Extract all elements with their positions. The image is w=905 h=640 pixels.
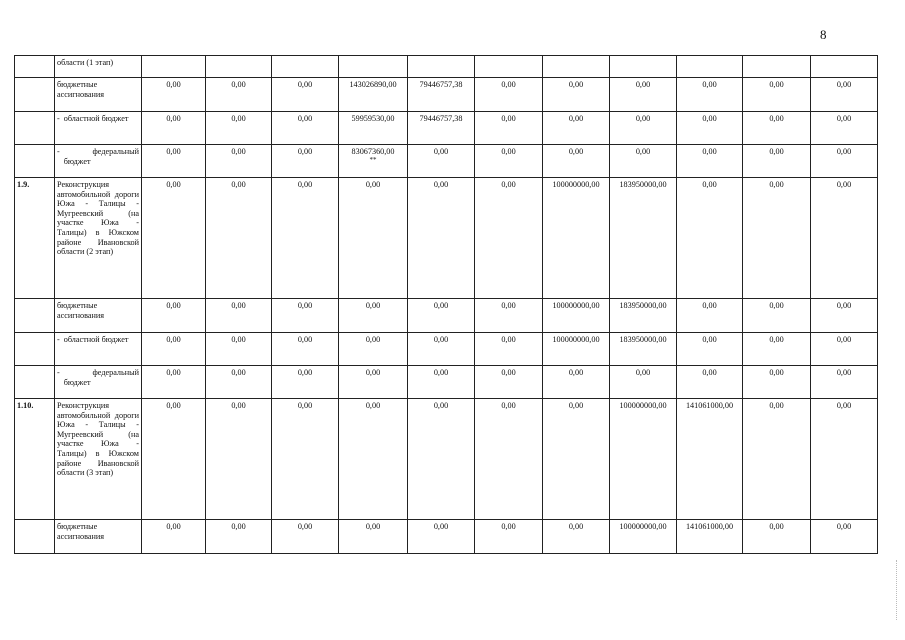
value-cell <box>743 56 811 78</box>
value-text: 0,00 <box>297 147 313 156</box>
value-cell <box>677 333 743 366</box>
value-text: 183950000,00 <box>619 301 667 310</box>
value-cell <box>142 333 206 366</box>
value-text: 0,00 <box>433 180 449 189</box>
row-label-text: областной бюджет <box>63 114 129 123</box>
value-cell <box>408 145 475 178</box>
value-text: 0,00 <box>231 80 246 89</box>
value-text: 0,00 <box>166 335 181 344</box>
row-code <box>15 333 55 366</box>
value-cell <box>543 299 610 333</box>
row-label: бюджетные ассигнования <box>55 78 142 112</box>
value-cell <box>142 299 206 333</box>
value-cell <box>610 112 677 145</box>
value-text: 0,00 <box>635 147 651 156</box>
value-text: 0,00 <box>568 401 584 410</box>
value-text: 0,00 <box>166 114 181 123</box>
value-text: 0,00 <box>365 401 381 410</box>
table-row <box>15 299 878 333</box>
value-cell <box>743 112 811 145</box>
value-cell <box>543 520 610 554</box>
value-cell <box>475 145 543 178</box>
value-cell <box>339 78 408 112</box>
budget-table <box>14 55 878 554</box>
value-text: 0,00 <box>769 522 784 531</box>
value-cell <box>142 399 206 520</box>
value-text: 0,00 <box>166 401 181 410</box>
row-code <box>15 299 55 333</box>
value-cell <box>272 145 339 178</box>
value-text: 0,00 <box>365 522 381 531</box>
value-cell <box>743 399 811 520</box>
value-cell <box>610 333 677 366</box>
value-text: 0,00 <box>836 147 852 156</box>
value-cell <box>811 145 878 178</box>
value-cell <box>610 178 677 299</box>
value-text: 100000000,00 <box>619 522 667 531</box>
value-cell <box>811 56 878 78</box>
value-text: 0,00 <box>231 180 246 189</box>
value-text: 0,00 <box>501 335 516 344</box>
value-text: 0,00 <box>635 80 651 89</box>
value-cell <box>339 399 408 520</box>
value-cell <box>811 78 878 112</box>
value-cell <box>677 56 743 78</box>
value-cell <box>142 366 206 399</box>
value-cell <box>272 333 339 366</box>
value-text: 0,00 <box>365 335 381 344</box>
value-text: 0,00 <box>231 301 246 310</box>
value-cell <box>339 112 408 145</box>
value-text: 0,00 <box>433 335 449 344</box>
value-text: 0,00 <box>297 180 313 189</box>
value-cell <box>142 112 206 145</box>
value-text: 100000000,00 <box>552 301 600 310</box>
value-text: 0,00 <box>433 522 449 531</box>
value-cell <box>743 366 811 399</box>
value-cell <box>610 56 677 78</box>
row-label-text: федеральный бюджет <box>63 147 139 166</box>
value-text: 0,00 <box>702 147 717 156</box>
value-cell <box>543 56 610 78</box>
value-cell <box>475 366 543 399</box>
value-text: 0,00 <box>365 301 381 310</box>
value-cell <box>206 299 272 333</box>
value-text: 0,00 <box>568 114 584 123</box>
row-code <box>15 112 55 145</box>
value-text: 0,00 <box>568 80 584 89</box>
margin-mark <box>892 560 897 620</box>
value-text: 0,00 <box>836 522 852 531</box>
row-label: Реконструкция автомобильной дороги Южа - Талицы - Мугреевский (на участке Южа - Талицы) в Южском районе Ивановской области (2 этап) <box>55 178 142 299</box>
value-text: 100000000,00 <box>619 401 667 410</box>
value-text: 0,00 <box>836 335 852 344</box>
value-cell <box>475 56 543 78</box>
value-text: 0,00 <box>501 401 516 410</box>
value-cell <box>272 520 339 554</box>
row-label <box>55 145 142 178</box>
table-row <box>15 399 878 520</box>
value-text: 0,00 <box>365 368 381 377</box>
value-text: 0,00 <box>166 522 181 531</box>
value-cell <box>339 333 408 366</box>
value-text: 183950000,00 <box>619 180 667 189</box>
value-cell <box>272 112 339 145</box>
value-cell <box>142 178 206 299</box>
value-text: 0,00 <box>231 147 246 156</box>
value-cell <box>339 299 408 333</box>
value-text: 0,00 <box>433 147 449 156</box>
value-text: 0,00 <box>501 301 516 310</box>
value-cell <box>408 112 475 145</box>
value-text: 0,00 <box>166 180 181 189</box>
value-cell <box>408 399 475 520</box>
value-cell <box>610 78 677 112</box>
value-cell <box>272 366 339 399</box>
value-text: 0,00 <box>501 368 516 377</box>
value-text: 0,00 <box>568 368 584 377</box>
value-cell <box>142 520 206 554</box>
row-label-text: областной бюджет <box>63 335 129 344</box>
value-text: 0,00 <box>702 335 717 344</box>
value-text: 0,00 <box>635 114 651 123</box>
value-cell <box>272 299 339 333</box>
value-cell <box>206 78 272 112</box>
value-cell <box>475 112 543 145</box>
value-cell <box>206 520 272 554</box>
value-cell <box>475 520 543 554</box>
value-text: 100000000,00 <box>552 335 600 344</box>
value-cell <box>408 333 475 366</box>
value-cell <box>677 112 743 145</box>
value-cell <box>475 178 543 299</box>
value-text: 0,00 <box>702 114 717 123</box>
value-cell <box>610 145 677 178</box>
value-text: 0,00 <box>769 114 784 123</box>
value-cell <box>811 112 878 145</box>
row-code <box>15 56 55 78</box>
value-text: 0,00 <box>297 522 313 531</box>
value-cell <box>475 78 543 112</box>
value-cell <box>743 178 811 299</box>
value-text: 0,00 <box>702 80 717 89</box>
value-cell <box>543 178 610 299</box>
row-code <box>15 78 55 112</box>
page-number: 8 <box>820 27 827 42</box>
value-cell <box>475 399 543 520</box>
table-row <box>15 333 878 366</box>
value-text: 0,00 <box>836 114 852 123</box>
value-cell <box>743 299 811 333</box>
value-cell <box>339 366 408 399</box>
value-text: 143026890,00 <box>349 80 397 89</box>
value-text: 0,00 <box>836 401 852 410</box>
value-cell <box>543 145 610 178</box>
value-cell <box>206 366 272 399</box>
table-row <box>15 78 878 112</box>
value-cell <box>339 56 408 78</box>
value-text: 0,00 <box>635 368 651 377</box>
value-cell <box>142 78 206 112</box>
value-text: 79446757,38 <box>419 80 463 89</box>
value-cell <box>272 78 339 112</box>
row-label: Реконструкция автомобильной дороги Южа - Талицы - Мугреевский (на участке Южа - Талицы) в Южском районе Ивановской области (3 этап) <box>55 399 142 520</box>
value-text: 0,00 <box>836 180 852 189</box>
value-cell <box>206 145 272 178</box>
value-text: 0,00 <box>769 368 784 377</box>
value-text: 0,00 <box>166 368 181 377</box>
table-row <box>15 520 878 554</box>
value-cell <box>811 333 878 366</box>
value-text: 0,00 <box>297 401 313 410</box>
row-code <box>15 145 55 178</box>
row-label: области (1 этап) <box>55 56 142 78</box>
value-text: 0,00 <box>166 147 181 156</box>
value-cell <box>543 78 610 112</box>
value-cell <box>408 178 475 299</box>
row-label: бюджетные ассигнования <box>55 520 142 554</box>
row-label <box>55 333 142 366</box>
row-label-text: федеральный бюджет <box>63 368 139 387</box>
table-row <box>15 56 878 78</box>
value-cell <box>543 399 610 520</box>
value-cell <box>677 178 743 299</box>
value-cell <box>475 333 543 366</box>
row-label <box>55 112 142 145</box>
value-cell <box>610 520 677 554</box>
value-cell <box>475 299 543 333</box>
value-cell <box>142 56 206 78</box>
value-cell <box>677 299 743 333</box>
value-text: 0,00 <box>769 180 784 189</box>
value-cell <box>339 145 408 178</box>
row-label-dash: - <box>57 335 60 344</box>
value-text: 0,00 <box>501 80 516 89</box>
value-text: 0,00 <box>769 335 784 344</box>
value-text: 0,00 <box>231 114 246 123</box>
value-text: 141061000,00 <box>685 401 734 410</box>
value-text: 0,00 <box>297 114 313 123</box>
value-cell <box>811 366 878 399</box>
value-text: 0,00 <box>166 80 181 89</box>
table-row <box>15 178 878 299</box>
value-text: 100000000,00 <box>552 180 600 189</box>
row-label-dash: - <box>57 114 60 123</box>
value-cell <box>677 366 743 399</box>
value-cell <box>206 56 272 78</box>
value-text: 0,00 <box>836 368 852 377</box>
value-text: 0,00 <box>231 522 246 531</box>
row-code <box>15 520 55 554</box>
value-text: 0,00 <box>231 401 246 410</box>
value-text: 0,00 <box>769 401 784 410</box>
value-cell <box>272 56 339 78</box>
value-cell <box>677 399 743 520</box>
value-text: 0,00 <box>501 180 516 189</box>
value-text: 0,00 <box>769 301 784 310</box>
value-text: 0,00 <box>433 368 449 377</box>
value-text: 0,00 <box>501 147 516 156</box>
value-text: 183950000,00 <box>619 335 667 344</box>
footnote-mark: ** <box>369 155 377 164</box>
value-cell <box>743 145 811 178</box>
value-text: 0,00 <box>836 80 852 89</box>
row-code: 1.10. <box>15 399 55 520</box>
row-label-dash: - <box>57 147 60 156</box>
value-cell <box>272 399 339 520</box>
value-cell <box>543 112 610 145</box>
value-cell <box>677 520 743 554</box>
table-row <box>15 112 878 145</box>
value-cell <box>677 145 743 178</box>
value-text: 0,00 <box>568 147 584 156</box>
value-cell <box>610 366 677 399</box>
value-cell <box>408 56 475 78</box>
value-cell <box>811 399 878 520</box>
value-cell <box>339 520 408 554</box>
value-text: 0,00 <box>365 180 381 189</box>
value-cell <box>408 78 475 112</box>
value-text: 59959530,00 <box>351 114 395 123</box>
value-cell <box>408 520 475 554</box>
row-label: бюджетные ассигнования <box>55 299 142 333</box>
value-cell <box>743 333 811 366</box>
value-text: 0,00 <box>231 368 246 377</box>
value-text: 0,00 <box>297 335 313 344</box>
value-cell <box>339 178 408 299</box>
row-label <box>55 366 142 399</box>
value-text: 0,00 <box>836 301 852 310</box>
table-row <box>15 145 878 178</box>
value-cell <box>610 299 677 333</box>
value-text: 0,00 <box>433 301 449 310</box>
value-text: 0,00 <box>166 301 181 310</box>
value-cell <box>610 399 677 520</box>
value-text: 0,00 <box>297 368 313 377</box>
value-text: 0,00 <box>231 335 246 344</box>
value-text: 141061000,00 <box>685 522 734 531</box>
value-text: 0,00 <box>769 80 784 89</box>
value-cell <box>811 299 878 333</box>
value-text: 0,00 <box>702 301 717 310</box>
value-text: 0,00 <box>702 180 717 189</box>
value-text: 79446757,38 <box>419 114 463 123</box>
row-label-dash: - <box>57 368 60 377</box>
value-cell <box>142 145 206 178</box>
table-row <box>15 366 878 399</box>
value-cell <box>408 366 475 399</box>
value-cell <box>543 333 610 366</box>
value-cell <box>811 178 878 299</box>
value-cell <box>677 78 743 112</box>
value-text: 0,00 <box>433 401 449 410</box>
value-cell <box>743 78 811 112</box>
value-text: 0,00 <box>501 522 516 531</box>
row-code <box>15 366 55 399</box>
value-cell <box>272 178 339 299</box>
value-text: 83067360,00 <box>351 147 395 156</box>
value-text: 0,00 <box>501 114 516 123</box>
value-text: 0,00 <box>769 147 784 156</box>
value-text: 0,00 <box>297 301 313 310</box>
value-text: 0,00 <box>568 522 584 531</box>
value-cell <box>206 399 272 520</box>
value-cell <box>206 333 272 366</box>
value-text: 0,00 <box>702 368 717 377</box>
value-cell <box>811 520 878 554</box>
value-cell <box>543 366 610 399</box>
row-code: 1.9. <box>15 178 55 299</box>
value-cell <box>206 112 272 145</box>
value-text: 0,00 <box>297 80 313 89</box>
value-cell <box>743 520 811 554</box>
value-cell <box>408 299 475 333</box>
value-cell <box>206 178 272 299</box>
